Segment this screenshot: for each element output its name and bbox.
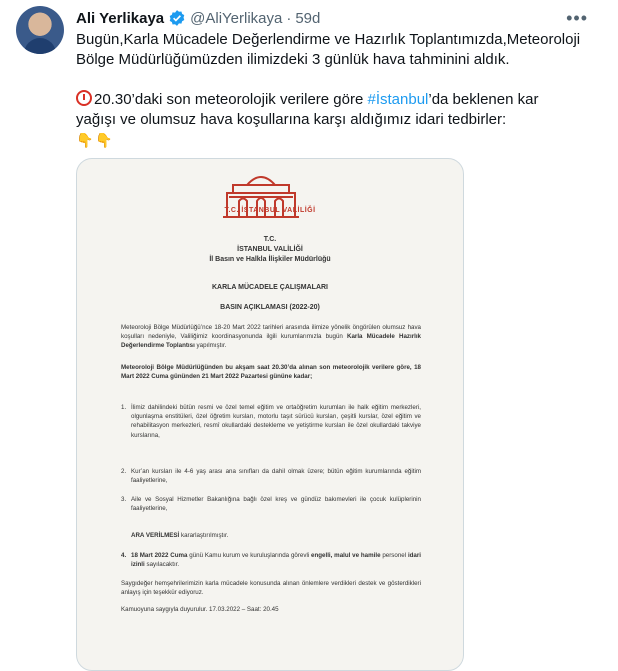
author-name[interactable]: Ali Yerlikaya xyxy=(76,9,165,27)
tweet-text-fragment: ’da beklenen kar xyxy=(428,91,539,108)
tweet-line: Bölge Müdürlüğümüzden ilimizdeki 3 günlük hava tahminini aldık. xyxy=(76,51,510,68)
more-options-icon[interactable]: ••• xyxy=(566,8,588,28)
list-number: 2. xyxy=(121,468,127,475)
doc-text: sayılacaktır. xyxy=(144,561,180,569)
tweet-text xyxy=(76,30,604,150)
press-release-document xyxy=(77,159,463,671)
doc-bold-text: Karla Mücadele Hazırlık Değerlendirme Toplantısı xyxy=(121,333,421,350)
tweet-time[interactable]: 59d xyxy=(295,9,321,27)
list-text: İlimiz dahilindeki bütün resmi ve özel temel eğitim ve ortaöğretim kurumları ile halk eğitim merkezleri, olgunlaşma enstitüleri, özel öğretim kursları, motorlu taşıt sürücü kursları, çeşitli kurslar, özel eğitim ve rehabilitasyon merkezleri, resmî okullardaki destekleme ve yetiştirme kursları ile özel okullardaki takviye kurslarına, xyxy=(131,404,421,439)
doc-list-item xyxy=(121,495,421,513)
doc-paragraph-2: Meteoroloji Bölge Müdürlüğünden bu akşam saat 20.30’da alınan son meteorolojik verilere göre, 18 Mart 2022 Cuma gününden 21 Mart 2022 Pazartesi gününe kadar; xyxy=(121,364,421,381)
tweet-line: yağışı ve olumsuz hava koşullarına karşı aldığımız idari tedbirler: xyxy=(76,111,507,128)
doc-paragraph-3: Saygıdeğer hemşehrilerimizin karla mücadele konusunda alınan önlemlere verdikleri destek ve gösterdikleri anlayış için teşekkür ediyoruz. xyxy=(121,580,421,597)
list-number: 3. xyxy=(121,496,127,503)
doc-bold-text: 18 Mart 2022 Cuma xyxy=(131,552,188,559)
author-handle[interactable]: @AliYerlikaya xyxy=(190,9,283,27)
avatar[interactable] xyxy=(16,6,64,54)
doc-bold-text: ARA VERİLMESİ xyxy=(131,532,180,539)
tweet-image[interactable] xyxy=(76,158,464,671)
doc-list-item xyxy=(121,467,421,485)
doc-header-directorate: İl Basın ve Halkla İlişkiler Müdürlüğü xyxy=(209,256,331,263)
doc-subtitle: BASIN AÇIKLAMASI (2022-20) xyxy=(220,304,320,311)
list-text: Aile ve Sosyal Hizmetler Bakanlığına bağlı özel kreş ve gündüz bakımevleri ile çocuk kulüplerinin faaliyetlerine, xyxy=(131,496,421,513)
doc-list-item xyxy=(121,551,421,569)
doc-text: personel xyxy=(380,552,408,559)
pointing-down-hands-icon: 👇👇 xyxy=(76,132,115,148)
doc-bold-text: engelli, malul ve hamile xyxy=(311,552,381,559)
tweet-text-fragment: 20.30’daki son meteorolojik verilere göre xyxy=(94,91,368,108)
avatar-shirt xyxy=(24,38,56,54)
doc-list-item xyxy=(121,403,421,440)
doc-paragraph-1 xyxy=(121,323,421,351)
doc-text: yapılmıştır. xyxy=(194,342,227,350)
doc-text: günü Kamu kurum ve kuruluşlarında görevli xyxy=(187,552,312,559)
tweet-header xyxy=(76,8,320,28)
seal-caption: T.C. İSTANBUL VALİLİĞİ xyxy=(224,207,316,214)
doc-bold-text: idari izinli xyxy=(131,552,422,569)
tweet-line: Bugün,Karla Mücadele Değerlendirme ve Hazırlık Toplantımızda,Meteoroloji xyxy=(76,31,581,48)
governorship-building-seal xyxy=(217,165,305,227)
verified-badge-icon xyxy=(168,9,186,27)
doc-text: Meteoroloji Bölge Müdürlüğü’nce 18-20 Mart 2022 tarihleri arasında ilimize yönelik öngörülen olumsuz hava koşulları nedeniyle, Valiliğimiz koordinasyonunda ilgili kurumlarımızla bugün xyxy=(121,324,421,341)
doc-header-governorship: İSTANBUL VALİLİĞİ xyxy=(237,246,303,253)
list-number: 4. xyxy=(121,552,127,559)
doc-paragraph-4: Kamuoyuna saygıyla duyurulur. 17.03.2022 – Saat: 20.45 xyxy=(121,606,279,613)
list-text: Kur’an kursları ile 4-6 yaş arası ana sınıfları da dahil olmak üzere; bütün eğitim kurumlarında eğitim faaliyetlerine, xyxy=(131,468,421,485)
doc-decision-line xyxy=(121,531,421,540)
doc-header-tc: T.C. xyxy=(263,236,277,243)
doc-text: kararlaştırılmıştır. xyxy=(179,532,229,539)
tweet-line xyxy=(76,90,604,110)
list-number: 1. xyxy=(121,404,127,411)
doc-title: KARLA MÜCADELE ÇALIŞMALARI xyxy=(211,284,328,291)
alarm-clock-icon xyxy=(76,90,92,106)
separator-dot: · xyxy=(286,9,292,27)
hashtag-link[interactable]: #İstanbul xyxy=(367,91,429,108)
